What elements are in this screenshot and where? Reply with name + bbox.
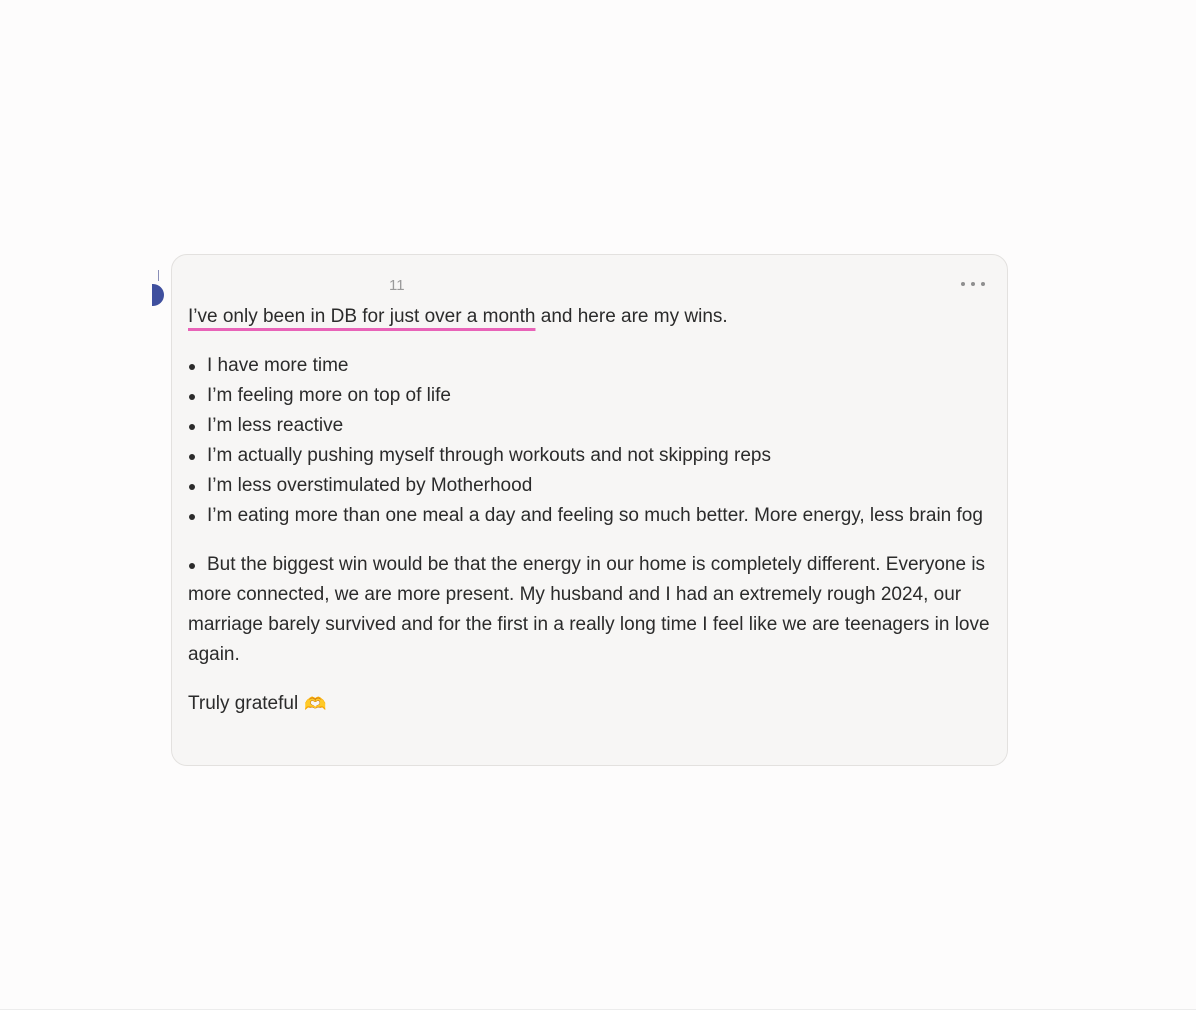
list-item: I’m actually pushing myself through workouts and not skipping reps (188, 441, 991, 471)
heart-hands-icon: 🫶 (304, 694, 327, 714)
highlighted-text[interactable]: I’ve only been in DB for just over a month (188, 306, 536, 327)
closing-line (188, 689, 991, 719)
wins-list (188, 351, 991, 531)
post-intro (188, 302, 991, 332)
list-item: I’m less overstimulated by Motherhood (188, 471, 991, 501)
dot-icon (981, 282, 985, 286)
avatar[interactable] (152, 284, 164, 306)
big-win-paragraph: But the biggest win would be that the energy in our home is completely different. Everyone is more connected, we are more present. My husband and I had an extremely rough 2024, our marriage barely survived and for the first in a really long time I feel like we are teenagers in love again. (188, 550, 991, 670)
avatar-thread-line (158, 270, 159, 281)
list-item: I have more time (188, 351, 991, 381)
closing-text: Truly grateful (188, 693, 299, 714)
list-item: I’m less reactive (188, 411, 991, 441)
intro-rest: and here are my wins. (535, 306, 728, 327)
post-card (171, 254, 1008, 766)
dot-icon (961, 282, 965, 286)
list-item: I’m feeling more on top of life (188, 381, 991, 411)
dot-icon (971, 282, 975, 286)
more-options-button[interactable] (961, 274, 985, 294)
post-body (188, 302, 991, 719)
list-item: I’m eating more than one meal a day and feeling so much better. More energy, less brain fog (188, 501, 991, 531)
reaction-count[interactable]: 11 (389, 277, 405, 294)
